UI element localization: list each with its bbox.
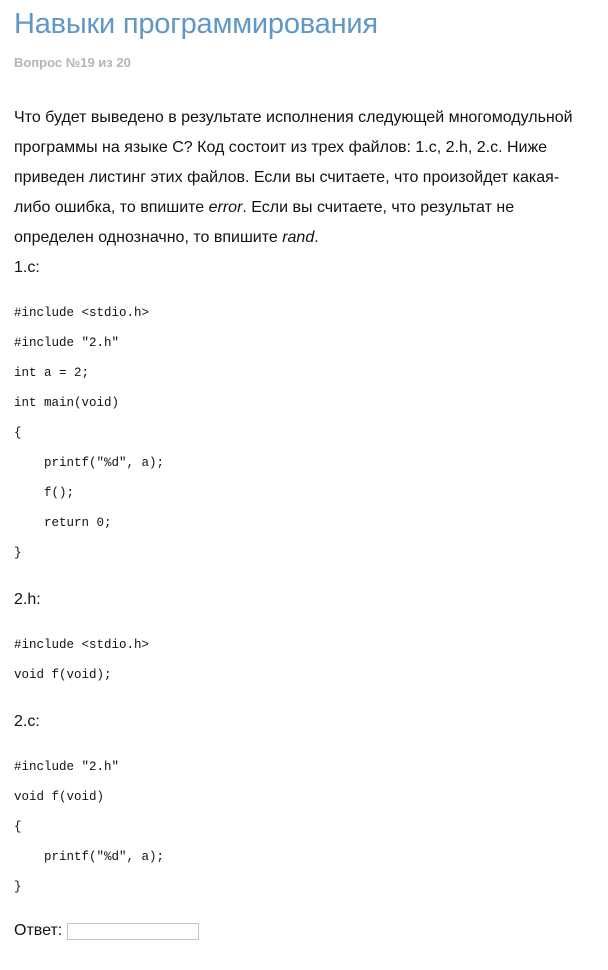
code-line: {: [14, 426, 22, 440]
question-text-part: Что будет выведено в результате исполнения следующей многомодульной программы на языке С? Код состоит из трех файлов: 1.c, 2.h, 2.c. Ниже приведен листинг этих файлов. Если вы считаете, что произойдет какая-либо ошибка, то впишите: [14, 109, 573, 216]
code-line: printf("%d", a);: [14, 850, 165, 864]
term-error: error: [208, 199, 243, 216]
code-line: void f(void);: [14, 668, 112, 682]
code-line: int main(void): [14, 396, 120, 410]
code-line: #include <stdio.h>: [14, 306, 150, 320]
code-line: return 0;: [14, 516, 112, 530]
code-line: #include "2.h": [14, 760, 120, 774]
code-line: f();: [14, 486, 75, 500]
code-line: }: [14, 546, 22, 560]
file-label-1c: 1.c:: [14, 259, 40, 276]
code-line: void f(void): [14, 790, 105, 804]
question-text-part: .: [314, 229, 319, 246]
code-line: #include <stdio.h>: [14, 638, 150, 652]
code-listing-2c: [14, 752, 164, 902]
code-line: printf("%d", a);: [14, 456, 165, 470]
file-label-2h: 2.h:: [14, 591, 41, 608]
question-counter: Вопрос №19 из 20: [14, 55, 131, 70]
question-text-part: . Если вы считаете, что результат не определен однозначно, то впишите: [14, 199, 515, 246]
code-line: {: [14, 820, 22, 834]
code-line: #include "2.h": [14, 336, 120, 350]
term-rand: rand: [282, 229, 315, 246]
question-text: [14, 103, 594, 253]
answer-input[interactable]: [67, 923, 199, 940]
code-line: int a = 2;: [14, 366, 90, 380]
code-listing-2h: [14, 630, 149, 690]
code-line: }: [14, 880, 22, 894]
page-title: Навыки программирования: [14, 8, 378, 40]
answer-label: Ответ:: [14, 922, 63, 939]
code-listing-1c: [14, 298, 164, 568]
file-label-2c: 2.c:: [14, 713, 40, 730]
answer-row: [14, 922, 199, 940]
